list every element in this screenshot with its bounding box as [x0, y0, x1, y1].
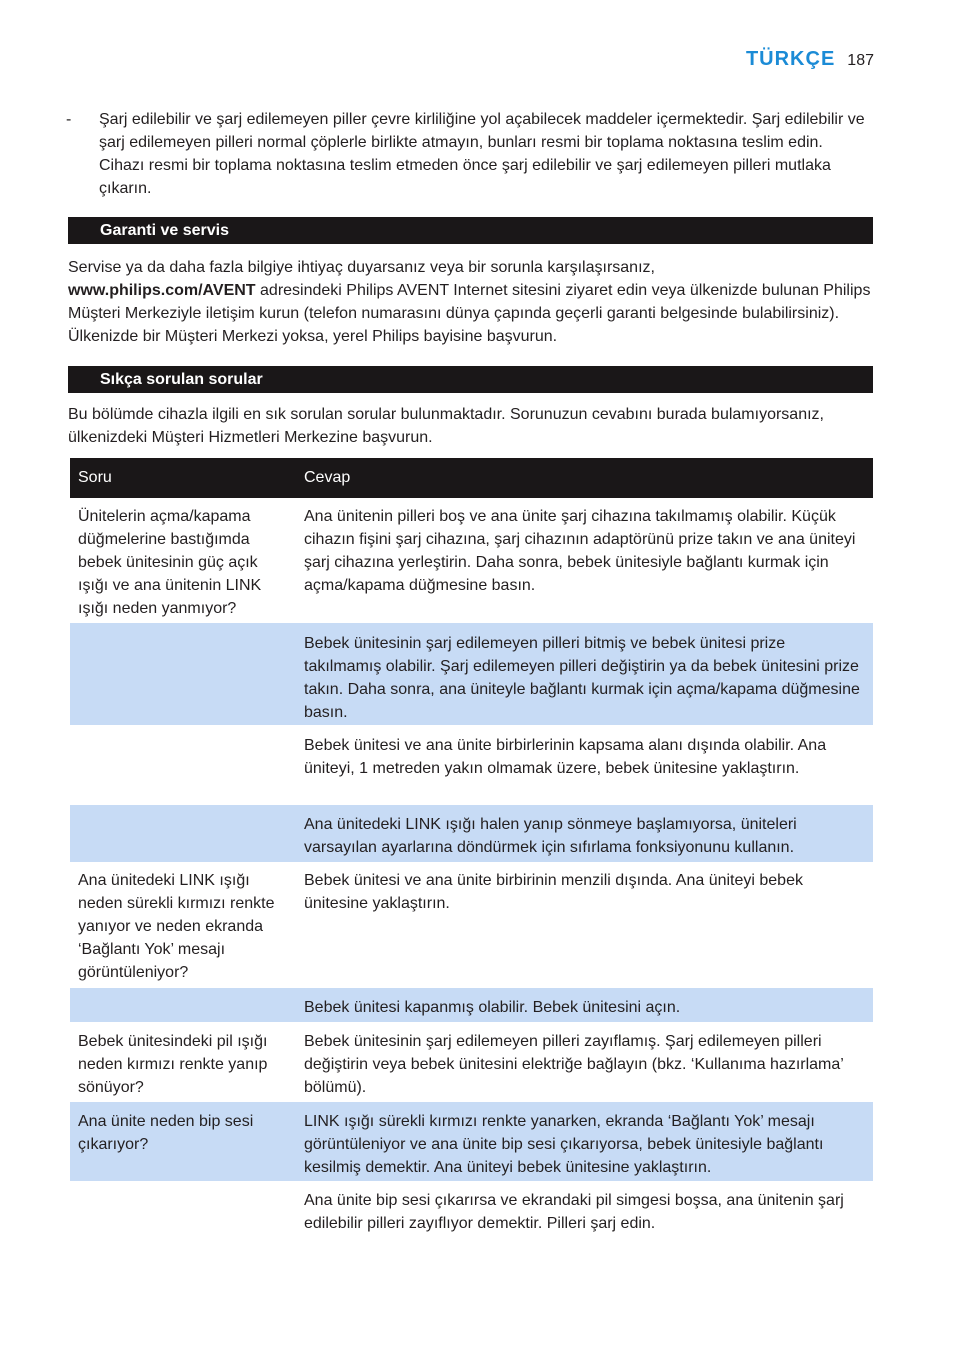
table-row: [70, 725, 873, 805]
question-cell: [70, 989, 296, 1022]
question-cell: Ünitelerin açma/kapama düğmelerine bastığımda bebek ünitesinin güç açık ışığı ve ana ünitenin LINK ışığı neden yanmıyor?: [78, 508, 262, 617]
answer-cell: Bebek ünitesi kapanmış olabilir. Bebek ünitesini açın.: [304, 999, 681, 1016]
warranty-heading: Garanti ve servis: [68, 217, 873, 244]
page-header: [746, 48, 874, 71]
question-cell: Ana ünitedeki LINK ışığı neden sürekli kırmızı renkte yanıyor ve neden ekranda ‘Bağlantı Yok’ mesajı görüntüleniyor?: [78, 872, 275, 981]
page-number: 187: [847, 52, 874, 69]
answer-cell: Bebek ünitesinin şarj edilemeyen pilleri bitmiş ve bebek ünitesi prize takılmamış olabilir. Şarj edilemeyen pilleri değiştirin ya da bebek ünitesini prize takın. Daha sonra, ana üniteyle bağlantı kurmak için açma/kapama düğmesine basın.: [304, 635, 860, 721]
answer-cell: Bebek ünitesinin şarj edilemeyen pilleri zayıflamış. Şarj edilemeyen pilleri değiştirin veya bebek ünitesini elektriğe bağlayın (bkz. ‘Kullanıma hazırlama’ bölümü).: [304, 1033, 844, 1096]
battery-note: [66, 108, 866, 200]
battery-note-text: Şarj edilebilir ve şarj edilemeyen piller çevre kirliliğine yol açabilecek maddeler içermektedir. Şarj edilebilir ve şarj edilemeyen pilleri normal çöplerle birlikte atmayın, bunları resmi bir toplama noktasına teslim edin. Cihazı resmi bir toplama noktasına teslim etmeden önce şarj edilebilir ve şarj edilemeyen pilleri mutlaka çıkarın.: [99, 111, 865, 197]
warranty-text-after: adresindeki Philips AVENT Internet sitesini ziyaret edin veya ülkenizde bulunan Philips Müşteri Merkeziyle iletişim kurun (telefon numarasını dünya çapında geçerli garanti belgesinde bulabilirsiniz). Ülkenizde bir Müşteri Merkezi yoksa, yerel Philips bayisine başvurun.: [68, 282, 871, 345]
table-row: [70, 1181, 873, 1241]
question-cell: [70, 727, 296, 805]
table-row: [70, 1022, 873, 1102]
language-label: TÜRKÇE: [745, 48, 836, 70]
table-row: [70, 805, 873, 862]
answer-cell: LINK ışığı sürekli kırmızı renkte yanarken, ekranda ‘Bağlantı Yok’ mesajı görüntüleniyor ve ana ünite bip sesi çıkarıyorsa, bebek ünitesiyle bağlantı kesilmiş demektir. Ana üniteyi bebek ünitesine yaklaştırın.: [304, 1113, 824, 1176]
faq-table: [70, 458, 873, 1241]
table-row: [70, 623, 873, 725]
bullet-dash: -: [66, 111, 72, 128]
answer-cell: Ana ünite bip sesi çıkarırsa ve ekrandaki pil simgesi boşsa, ana ünitenin şarj edilebilir pilleri zayıflıyor demektir. Pilleri şarj edin.: [304, 1192, 844, 1232]
table-row: [70, 988, 873, 1022]
column-header-answer: Cevap: [304, 469, 351, 486]
table-row: [70, 1102, 873, 1181]
faq-heading: Sıkça sorulan sorular: [68, 366, 873, 393]
table-row: [70, 498, 873, 623]
warranty-text: [68, 256, 873, 348]
faq-intro: Bu bölümde cihazla ilgili en sık sorulan sorular bulunmaktadır. Sorunuzun cevabını burada bulamıyorsanız, ülkenizdeki Müşteri Hizmetleri Merkezine başvurun.: [68, 406, 824, 446]
answer-cell: Ana ünitedeki LINK ışığı halen yanıp sönmeye başlamıyorsa, üniteleri varsayılan ayarlarına döndürmek için sıfırlama fonksiyonunu kullanın.: [304, 816, 797, 856]
warranty-text-before: Servise ya da daha fazla bilgiye ihtiyaç duyarsanız veya bir sorunla karşılaşırsanız,: [68, 259, 655, 276]
question-cell: [70, 625, 296, 725]
table-row: [70, 862, 873, 988]
answer-cell: Bebek ünitesi ve ana ünite birbirinin menzili dışında. Ana üniteyi bebek ünitesine yaklaştırın.: [304, 872, 803, 912]
philips-url-link[interactable]: www.philips.com/AVENT: [68, 282, 256, 299]
question-cell: Ana ünite neden bip sesi çıkarıyor?: [78, 1113, 254, 1153]
answer-cell: Bebek ünitesi ve ana ünite birbirlerinin kapsama alanı dışında olabilir. Ana üniteyi, 1 metreden yakın olmamak üzere, bebek ünitesine yaklaştırın.: [304, 737, 827, 777]
question-cell: [70, 806, 296, 862]
column-header-question: Soru: [78, 469, 112, 486]
question-cell: Bebek ünitesindeki pil ışığı neden kırmızı renkte yanıp sönüyor?: [78, 1033, 268, 1096]
answer-cell: Ana ünitenin pilleri boş ve ana ünite şarj cihazına takılmamış olabilir. Küçük cihazın fişini şarj cihazına, şarj cihazının adaptörünü prize takın ve ana üniteyi şarj cihazına yerleştirin. Daha sonra, bebek ünitesiyle bağlantı kurmak için açma/kapama düğmesine basın.: [304, 508, 856, 594]
faq-table-header: [70, 458, 873, 498]
question-cell: [70, 1182, 296, 1241]
